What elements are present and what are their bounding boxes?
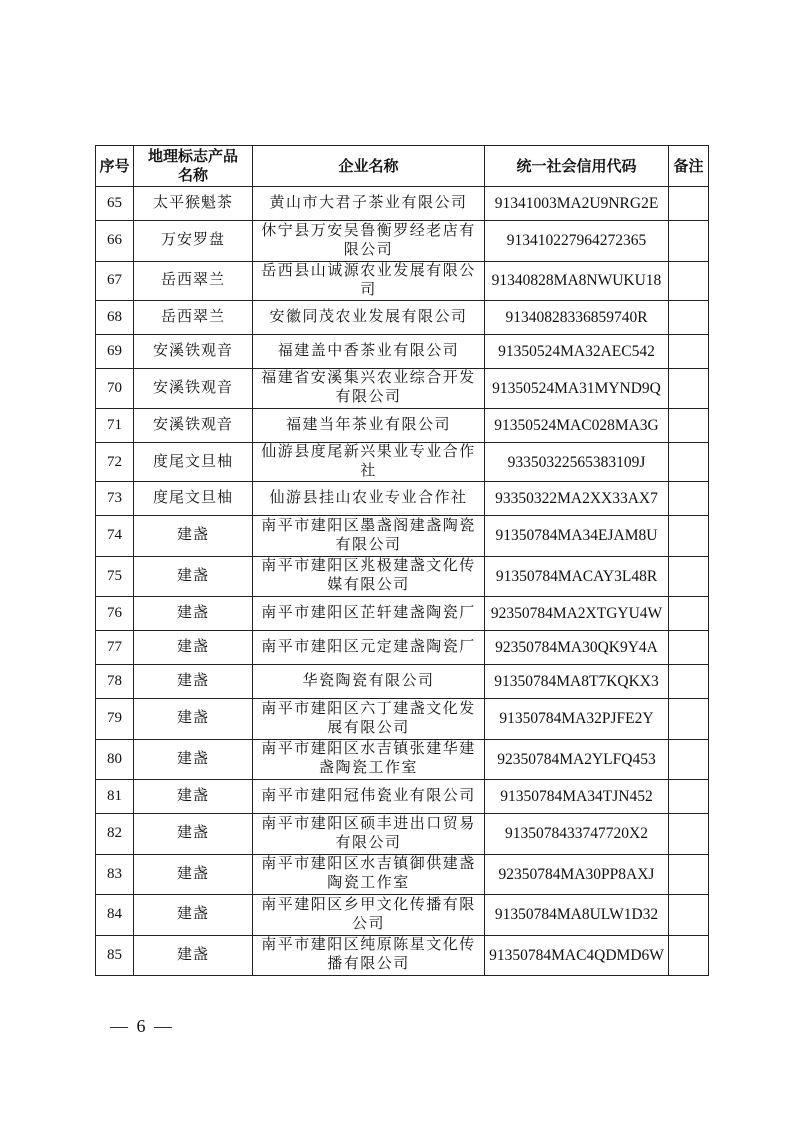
cell-no: 78 — [96, 665, 134, 699]
header-gi — [134, 146, 253, 187]
cell-remark — [669, 935, 709, 976]
cell-code: 92350784MA2XTGYU4W — [485, 597, 669, 631]
table-row — [96, 409, 709, 443]
cell-code: 91350784MAC4QDMD6W — [485, 935, 669, 976]
table-row — [96, 895, 709, 936]
cell-gi: 岳西翠兰 — [134, 300, 253, 334]
cell-remark — [669, 814, 709, 855]
cell-gi: 建盏 — [134, 597, 253, 631]
cell-no: 77 — [96, 631, 134, 665]
cell-company: 南平市建阳区纯原陈星文化传播有限公司 — [253, 935, 485, 976]
cell-company: 南平市建阳区兆极建盏文化传媒有限公司 — [253, 556, 485, 597]
cell-no: 68 — [96, 300, 134, 334]
table-row — [96, 334, 709, 368]
cell-remark — [669, 665, 709, 699]
cell-no: 85 — [96, 935, 134, 976]
table-row — [96, 187, 709, 221]
cell-gi: 度尾文旦柚 — [134, 443, 253, 482]
cell-gi: 太平猴魁茶 — [134, 187, 253, 221]
cell-no: 81 — [96, 780, 134, 814]
cell-company: 仙游县挂山农业专业合作社 — [253, 482, 485, 516]
table-row — [96, 597, 709, 631]
cell-code: 91350784MA32PJFE2Y — [485, 699, 669, 740]
cell-company: 福建盖中香茶业有限公司 — [253, 334, 485, 368]
cell-remark — [669, 187, 709, 221]
cell-gi: 建盏 — [134, 739, 253, 780]
cell-gi: 建盏 — [134, 854, 253, 895]
table-row — [96, 261, 709, 300]
cell-no: 71 — [96, 409, 134, 443]
cell-remark — [669, 300, 709, 334]
cell-remark — [669, 516, 709, 557]
cell-code: 92350784MA2YLFQ453 — [485, 739, 669, 780]
header-code: 统一社会信用代码 — [485, 146, 669, 187]
cell-code: 93350322565383109J — [485, 443, 669, 482]
cell-code: 91340828MA8NWUKU18 — [485, 261, 669, 300]
cell-no: 65 — [96, 187, 134, 221]
cell-remark — [669, 739, 709, 780]
cell-gi: 安溪铁观音 — [134, 334, 253, 368]
cell-remark — [669, 699, 709, 740]
cell-remark — [669, 854, 709, 895]
table-row — [96, 854, 709, 895]
table-row — [96, 631, 709, 665]
cell-no: 73 — [96, 482, 134, 516]
table-row — [96, 368, 709, 409]
cell-gi: 建盏 — [134, 699, 253, 740]
cell-code: 91350784MA8ULW1D32 — [485, 895, 669, 936]
cell-company: 南平建阳区乡甲文化传播有限公司 — [253, 895, 485, 936]
cell-gi: 建盏 — [134, 895, 253, 936]
cell-company: 福建省安溪集兴农业综合开发有限公司 — [253, 368, 485, 409]
cell-no: 83 — [96, 854, 134, 895]
cell-code: 91350784MA34EJAM8U — [485, 516, 669, 557]
cell-remark — [669, 443, 709, 482]
cell-gi: 建盏 — [134, 935, 253, 976]
cell-remark — [669, 895, 709, 936]
cell-code: 91350524MA32AEC542 — [485, 334, 669, 368]
cell-remark — [669, 334, 709, 368]
cell-gi: 建盏 — [134, 665, 253, 699]
cell-gi: 安溪铁观音 — [134, 409, 253, 443]
cell-no: 74 — [96, 516, 134, 557]
cell-code: 92350784MA30QK9Y4A — [485, 631, 669, 665]
table-header-row — [96, 146, 709, 187]
cell-no: 79 — [96, 699, 134, 740]
cell-gi: 度尾文旦柚 — [134, 482, 253, 516]
cell-code: 91350784MA8T7KQKX3 — [485, 665, 669, 699]
enterprise-table — [95, 145, 709, 976]
table-body — [96, 187, 709, 976]
cell-company: 南平市建阳冠伟瓷业有限公司 — [253, 780, 485, 814]
cell-no: 75 — [96, 556, 134, 597]
cell-code: 9135078433747720X2 — [485, 814, 669, 855]
cell-no: 69 — [96, 334, 134, 368]
cell-code: 91350784MA34TJN452 — [485, 780, 669, 814]
cell-company: 南平市建阳区芷轩建盏陶瓷厂 — [253, 597, 485, 631]
header-remark: 备注 — [669, 146, 709, 187]
cell-no: 72 — [96, 443, 134, 482]
table-row — [96, 556, 709, 597]
table-row — [96, 443, 709, 482]
cell-remark — [669, 368, 709, 409]
cell-code: 92350784MA30PP8AXJ — [485, 854, 669, 895]
cell-company: 南平市建阳区墨盏阁建盏陶瓷有限公司 — [253, 516, 485, 557]
cell-remark — [669, 409, 709, 443]
cell-gi: 建盏 — [134, 516, 253, 557]
cell-code: 91350524MA31MYND9Q — [485, 368, 669, 409]
table-row — [96, 482, 709, 516]
cell-company: 安徽同茂农业发展有限公司 — [253, 300, 485, 334]
header-gi-label: 地理标志产品名称 — [147, 147, 238, 184]
cell-remark — [669, 261, 709, 300]
cell-company: 福建当年茶业有限公司 — [253, 409, 485, 443]
cell-company: 岳西县山诚源农业发展有限公司 — [253, 261, 485, 300]
cell-company: 黄山市大君子茶业有限公司 — [253, 187, 485, 221]
table-row — [96, 780, 709, 814]
table-row — [96, 221, 709, 262]
cell-code: 91340828336859740R — [485, 300, 669, 334]
cell-gi: 建盏 — [134, 631, 253, 665]
cell-gi: 建盏 — [134, 814, 253, 855]
table-row — [96, 665, 709, 699]
cell-gi: 建盏 — [134, 780, 253, 814]
cell-code: 91341022796427236​5 — [485, 221, 669, 262]
table-row — [96, 935, 709, 976]
cell-code: 91350524MAC028MA3G — [485, 409, 669, 443]
cell-remark — [669, 556, 709, 597]
cell-no: 70 — [96, 368, 134, 409]
cell-code: 91350784MACAY3L48R — [485, 556, 669, 597]
cell-company: 南平市建阳区水吉镇御供建盏陶瓷工作室 — [253, 854, 485, 895]
cell-company: 南平市建阳区硕丰进出口贸易有限公司 — [253, 814, 485, 855]
cell-company: 南平市建阳区水吉镇张建华建盏陶瓷工作室 — [253, 739, 485, 780]
cell-remark — [669, 780, 709, 814]
header-company: 企业名称 — [253, 146, 485, 187]
cell-gi: 建盏 — [134, 556, 253, 597]
cell-code: 91341003MA2U9NRG2E — [485, 187, 669, 221]
cell-company: 休宁县万安吴鲁衡罗经老店有限公司 — [253, 221, 485, 262]
cell-no: 82 — [96, 814, 134, 855]
cell-no: 66 — [96, 221, 134, 262]
header-no: 序号 — [96, 146, 134, 187]
cell-remark — [669, 631, 709, 665]
table-row — [96, 699, 709, 740]
table-row — [96, 814, 709, 855]
cell-company: 华瓷陶瓷有限公司 — [253, 665, 485, 699]
cell-remark — [669, 597, 709, 631]
cell-no: 80 — [96, 739, 134, 780]
cell-gi: 岳西翠兰 — [134, 261, 253, 300]
cell-gi: 安溪铁观音 — [134, 368, 253, 409]
cell-no: 76 — [96, 597, 134, 631]
cell-remark — [669, 482, 709, 516]
cell-no: 84 — [96, 895, 134, 936]
cell-code: 93350322MA2XX33AX7 — [485, 482, 669, 516]
table-row — [96, 739, 709, 780]
cell-remark — [669, 221, 709, 262]
cell-company: 仙游县度尾新兴果业专业合作社 — [253, 443, 485, 482]
cell-gi: 万安罗盘 — [134, 221, 253, 262]
cell-company: 南平市建阳区六丁建盏文化发展有限公司 — [253, 699, 485, 740]
cell-company: 南平市建阳区元定建盏陶瓷厂 — [253, 631, 485, 665]
cell-no: 67 — [96, 261, 134, 300]
table-row — [96, 516, 709, 557]
page-number: — 6 — — [110, 1016, 174, 1036]
table-row — [96, 300, 709, 334]
